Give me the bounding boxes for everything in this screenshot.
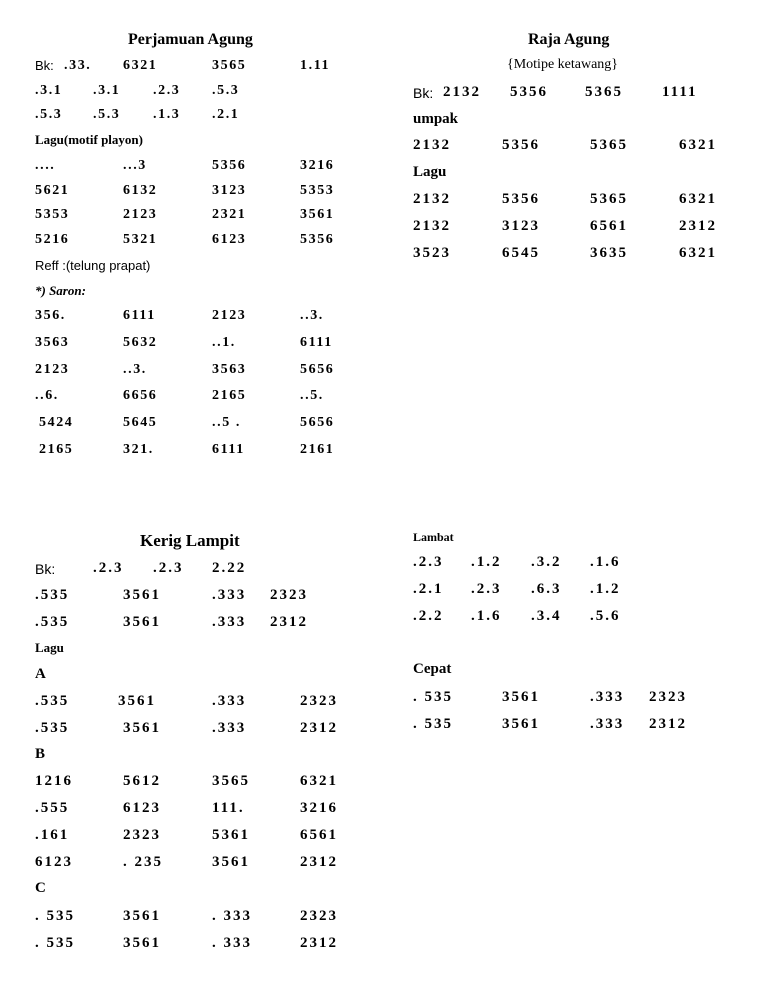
notation-cell: 6321	[679, 137, 717, 153]
perjamuan-saron-label: *) Saron:	[35, 283, 86, 298]
notation-cell: 5216	[35, 232, 70, 247]
notation-cell: 2323	[300, 693, 338, 709]
raja-umpak-label: umpak	[413, 111, 459, 127]
notation-cell: ..3.	[300, 308, 324, 323]
notation-cell: 2323	[123, 827, 161, 843]
notation-cell: 3561	[212, 854, 250, 870]
notation-cell: . 333	[212, 935, 252, 951]
notation-cell: .1.3	[153, 107, 181, 122]
notation-cell: 2123	[212, 308, 247, 323]
notation-cell: .2.1	[413, 581, 444, 597]
notation-cell: .3.1	[93, 83, 121, 98]
notation-cell: 2312	[300, 854, 338, 870]
notation-cell: 3565	[212, 773, 250, 789]
notation-cell: 2161	[300, 442, 335, 457]
notation-cell: .1.2	[590, 581, 621, 597]
notation-cell: 6321	[300, 773, 338, 789]
notation-cell: 5353	[300, 183, 335, 198]
notation-cell: .2.2	[413, 608, 444, 624]
raja-lagu-label: Lagu	[413, 164, 447, 180]
notation-cell: .1.6	[471, 608, 502, 624]
notation-cell: 2123	[35, 362, 70, 377]
notation-cell: 2132	[413, 137, 451, 153]
notation-cell: .3.2	[531, 554, 562, 570]
notation-cell: . 535	[413, 689, 453, 705]
notation-cell: .333	[212, 587, 247, 603]
notation-cell: .33.	[64, 58, 92, 73]
notation-cell: .333	[212, 693, 247, 709]
notation-cell: .333	[212, 720, 247, 736]
notation-cell: .2.3	[413, 554, 444, 570]
notation-cell: 356.	[35, 308, 66, 323]
notation-cell: . 535	[35, 908, 75, 924]
notation-cell: .2.3	[93, 560, 124, 576]
notation-cell: 2.22	[212, 560, 247, 576]
perjamuan-reff-label: Reff :(telung prapat)	[35, 258, 151, 273]
notation-cell: 5621	[35, 183, 70, 198]
notation-cell: .5.3	[35, 107, 63, 122]
notation-cell: 5365	[585, 84, 623, 100]
notation-cell: .2.3	[471, 581, 502, 597]
notation-cell: . 333	[212, 908, 252, 924]
notation-cell: 5424	[39, 415, 74, 430]
notation-cell: 2312	[300, 935, 338, 951]
notation-cell: 1111	[662, 84, 698, 100]
notation-cell: .333	[212, 614, 247, 630]
kerig-bk-label: Bk:	[35, 561, 56, 577]
notation-cell: .535	[35, 693, 70, 709]
notation-cell: .5.3	[93, 107, 121, 122]
notation-cell: 5321	[123, 232, 158, 247]
notation-cell: 3123	[502, 218, 540, 234]
notation-cell: 5632	[123, 335, 158, 350]
lambat-label: Lambat	[413, 530, 454, 544]
notation-cell: 2312	[679, 218, 717, 234]
notation-cell: 5361	[212, 827, 250, 843]
notation-cell: 5356	[502, 191, 540, 207]
notation-cell: 2321	[212, 207, 247, 222]
notation-cell: 6111	[212, 442, 245, 457]
notation-cell: 2323	[300, 908, 338, 924]
notation-cell: .1.6	[590, 554, 621, 570]
notation-cell: .3.4	[531, 608, 562, 624]
notation-cell: 3123	[212, 183, 247, 198]
notation-cell: ..5 .	[212, 415, 241, 430]
notation-cell: 2312	[300, 720, 338, 736]
notation-cell: .535	[35, 587, 70, 603]
notation-cell: 6123	[35, 854, 73, 870]
notation-cell: 2165	[39, 442, 74, 457]
notation-cell: .2.3	[153, 83, 181, 98]
notation-cell: 2312	[270, 614, 308, 630]
notation-cell: .161	[35, 827, 70, 843]
notation-cell: 6545	[502, 245, 540, 261]
notation-cell: 6111	[123, 308, 156, 323]
notation-cell: 3561	[502, 689, 540, 705]
notation-cell: 3635	[590, 245, 628, 261]
notation-cell: 5612	[123, 773, 161, 789]
raja-bk-label: Bk:	[413, 85, 434, 101]
notation-cell: .2.3	[153, 560, 184, 576]
notation-cell: 5656	[300, 362, 335, 377]
notation-cell: 5365	[590, 137, 628, 153]
notation-cell: 5656	[300, 415, 335, 430]
notation-cell: 2132	[413, 191, 451, 207]
notation-cell: 321.	[123, 442, 154, 457]
notation-cell: 3523	[413, 245, 451, 261]
notation-cell: 5356	[502, 137, 540, 153]
notation-cell: ....	[35, 158, 56, 173]
notation-cell: .535	[35, 720, 70, 736]
notation-cell: .555	[35, 800, 70, 816]
notation-cell: 5356	[510, 84, 548, 100]
notation-cell: ..5.	[300, 388, 324, 403]
notation-cell: 6132	[123, 183, 158, 198]
notation-cell: 6123	[123, 800, 161, 816]
notation-cell: .6.3	[531, 581, 562, 597]
notation-cell: . 535	[413, 716, 453, 732]
notation-cell: 2323	[649, 689, 687, 705]
notation-cell: 3563	[35, 335, 70, 350]
notation-cell: 2132	[443, 84, 481, 100]
notation-cell: .535	[35, 614, 70, 630]
kerig-section-c-label: C	[35, 880, 46, 896]
kerig-title: Kerig Lampit	[140, 531, 240, 550]
notation-cell: 1216	[35, 773, 73, 789]
notation-cell: ..1.	[212, 335, 236, 350]
notation-cell: .5.6	[590, 608, 621, 624]
perjamuan-lagu-label: Lagu(motif playon)	[35, 132, 143, 147]
notation-cell: 3565	[212, 58, 247, 73]
notation-cell: 6656	[123, 388, 158, 403]
kerig-section-a-label: A	[35, 666, 46, 682]
notation-cell: 6561	[300, 827, 338, 843]
notation-cell: 3561	[123, 908, 161, 924]
notation-cell: ..3.	[123, 362, 147, 377]
notation-cell: 5356	[300, 232, 335, 247]
notation-cell: 2165	[212, 388, 247, 403]
notation-cell: ..6.	[35, 388, 59, 403]
notation-cell: 3216	[300, 158, 335, 173]
cepat-label: Cepat	[413, 661, 452, 677]
notation-cell: .333	[590, 716, 625, 732]
notation-cell: 3216	[300, 800, 338, 816]
notation-cell: 3561	[118, 693, 156, 709]
notation-cell: 3561	[123, 720, 161, 736]
perjamuan-bk-label: Bk:	[35, 58, 54, 73]
notation-cell: . 535	[35, 935, 75, 951]
notation-cell: 5353	[35, 207, 70, 222]
kerig-section-b-label: B	[35, 746, 46, 762]
notation-cell: .333	[590, 689, 625, 705]
notation-cell: 3561	[300, 207, 335, 222]
notation-cell: 6111	[300, 335, 333, 350]
notation-cell: ...3	[123, 158, 147, 173]
notation-cell: 1.11	[300, 58, 331, 73]
raja-title: Raja Agung	[528, 31, 610, 48]
notation-cell: 3561	[123, 614, 161, 630]
notation-cell: 5365	[590, 191, 628, 207]
notation-cell: 5356	[212, 158, 247, 173]
notation-cell: . 235	[123, 854, 163, 870]
raja-subtitle: {Motipe ketawang}	[507, 57, 619, 72]
perjamuan-title: Perjamuan Agung	[128, 31, 253, 48]
notation-cell: 3561	[123, 935, 161, 951]
notation-cell: .3.1	[35, 83, 63, 98]
notation-cell: 2123	[123, 207, 158, 222]
kerig-lagu-label: Lagu	[35, 640, 64, 655]
notation-cell: .2.1	[212, 107, 240, 122]
notation-cell: 6321	[679, 245, 717, 261]
notation-cell: 5645	[123, 415, 158, 430]
notation-cell: .1.2	[471, 554, 502, 570]
notation-cell: 111.	[212, 800, 245, 816]
notation-cell: 2323	[270, 587, 308, 603]
notation-cell: 6321	[679, 191, 717, 207]
notation-cell: .5.3	[212, 83, 240, 98]
notation-cell: 3561	[123, 587, 161, 603]
notation-cell: 6321	[123, 58, 158, 73]
notation-cell: 2132	[413, 218, 451, 234]
notation-cell: 6561	[590, 218, 628, 234]
notation-cell: 3561	[502, 716, 540, 732]
notation-cell: 2312	[649, 716, 687, 732]
notation-cell: 6123	[212, 232, 247, 247]
notation-cell: 3563	[212, 362, 247, 377]
